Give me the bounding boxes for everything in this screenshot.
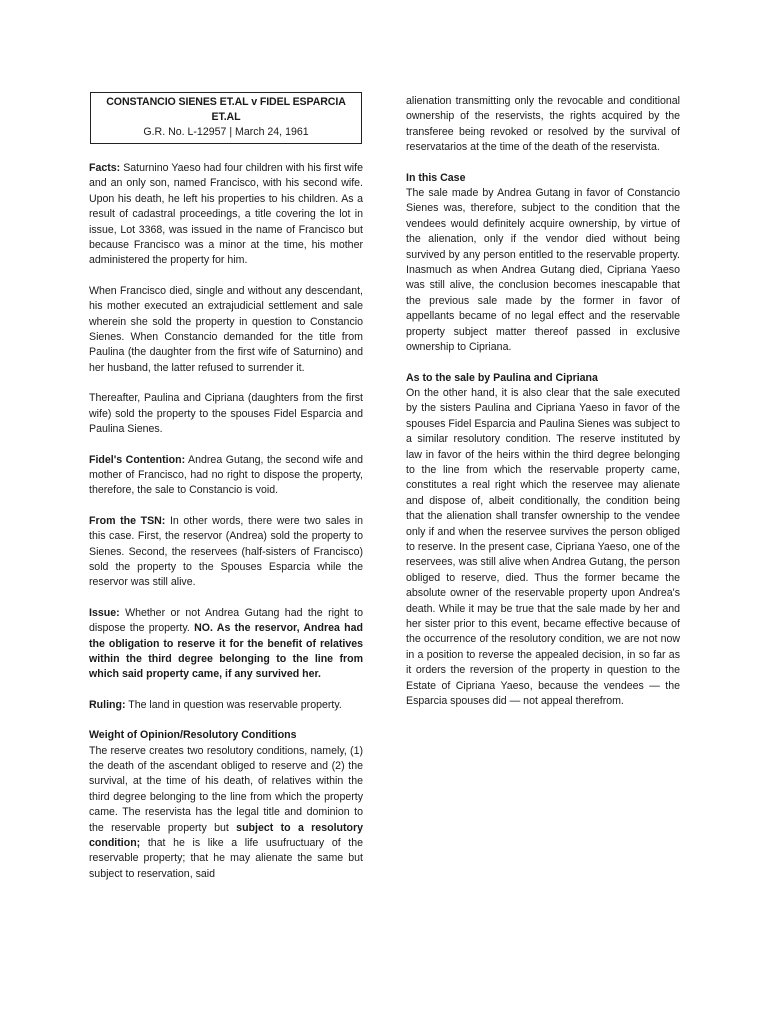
- case-title: CONSTANCIO SIENES ET.AL v FIDEL ESPARCIA ET.AL: [106, 96, 346, 123]
- tsn-text: In other words, there were two sales in this case. First, the reservor (Andrea) sold the property to Sienes. Second, the reservees (half-sisters of Francisco) sold the property to the Spouses Esparcia while the reservor was still alive.: [89, 514, 363, 589]
- issue-text: Whether or not Andrea Gutang had the right to dispose the property.: [89, 606, 363, 635]
- continuation-paragraph: alienation transmitting only the revocable and conditional ownership of the reservists, the rights acquired by the transferee being revoked or resolved by the survival of reservatarios at the time of the death of the reservista.: [406, 95, 680, 154]
- contention-text: Andrea Gutang, the second wife and mother of Francisco, had no right to dispose the property, therefore, the sale to Constancio is void.: [89, 453, 363, 497]
- right-column: [406, 94, 680, 709]
- case-citation: G.R. No. L-12957 | March 24, 1961: [143, 126, 309, 138]
- case-title-box: [90, 92, 362, 144]
- in-this-case-heading: In this Case: [406, 171, 466, 184]
- facts-paragraph: [89, 161, 363, 269]
- in-this-case-paragraph: The sale made by Andrea Gutang in favor of Constancio Sienes was, therefore, subject to the condition that the vendees would definitely acquire ownership, by virtue of the alienation, only if the vendor died without being survived by any person entitled to the reservable property. Inasmuch as when Andrea Gutang died, Cipriana Yaeso was still alive, the conclusion becomes inescapable that the previous sale made by the former in favor of appellants became of no legal effect and the reservable property subject matter thereof passed in exclusive ownership to Cipriana.: [406, 187, 680, 354]
- left-column: [89, 92, 363, 882]
- sale-by-sisters-paragraph: On the other hand, it is also clear that the sale executed by the sisters Paulina and Cipriana Yaeso in favor of the spouses Fidel Esparcia and Paulina Sienes was subject to a similar resolutory condition. The reserve instituted by law in favor of the heirs within the third degree belonging to the line from which the reservable property came, constitutes a real right which the reservee may alienate and dispose of, albeit conditionally, the condition being that the alienation shall transfer ownership to the vendee only if and when the reservee survives the person obliged to reserve. In the present case, Cipriana Yaeso, one of the reservees, was still alive when Andrea Gutang, the person obliged to reserve, died. Thus the former became the absolute owner of the reservable property upon Andrea's death. While it may be true that the sale made by her and her sister prior to this event, became effective because of the occurrence of the resolutory condition, we are not now in a position to reverse the appealed decision, in so far as it orders the reversion of the property in question to the Estate of Cipriana Yaeso, because the vendees — the Esparcia spouses did — not appeal therefrom.: [406, 386, 680, 708]
- issue-paragraph: [89, 606, 363, 683]
- sale-by-sisters-heading: As to the sale by Paulina and Cipriana: [406, 371, 598, 384]
- facts-text: Saturnino Yaeso had four children with his first wife and an only son, named Francisco, with his second wife. Upon his death, he left his properties to his children. As a result of cadastral proceedings, a title covering the lot in issue, Lot 3368, was issued in the name of Francisco but because Francisco was a minor at the time, his mother administered the property for him.: [89, 162, 363, 267]
- weight-text-2: that he is like a life usufructuary of the reservable property; that he may alienate the same but subject to reservation, said: [89, 837, 363, 880]
- weight-heading: Weight of Opinion/Resolutory Conditions: [89, 729, 297, 742]
- tsn-paragraph: [89, 514, 363, 591]
- issue-label: Issue:: [89, 606, 120, 619]
- facts-label: Facts:: [89, 162, 121, 174]
- contention-label: Fidel's Contention:: [89, 453, 186, 466]
- ruling-text: The land in question was reservable property.: [125, 698, 342, 711]
- issue-answer: NO. As the reservor, Andrea had the obligation to reserve it for the benefit of relatives within the third degree belonging to the line from which said property came, if any survived her.: [89, 622, 364, 681]
- sale-paragraph: When Francisco died, single and without any descendant, his mother executed an extrajudicial settlement and sale wherein she sold the property in question to Constancio Sienes. When Constancio demanded for the title from Paulina (the daughter from the first wife of Saturnino) and her husband, the latter refused to surrender it.: [89, 284, 363, 374]
- weight-bold: subject to a resolutory condition;: [89, 821, 363, 850]
- ruling-label: Ruling:: [89, 698, 126, 711]
- weight-paragraph: [89, 744, 363, 883]
- ruling-paragraph: [89, 698, 363, 713]
- second-sale-paragraph: Thereafter, Paulina and Cipriana (daughters from the first wife) sold the property to the spouses Fidel Esparcia and Paulina Sienes.: [89, 392, 363, 436]
- weight-text-1: The reserve creates two resolutory conditions, namely, (1) the death of the ascendant obliged to reserve and (2) the survival, at the time of his death, of relatives within the third degree belonging to the line from which the property came. The reservista has the legal title and dominion to the reservable property but: [89, 744, 363, 834]
- contention-paragraph: [89, 453, 363, 499]
- tsn-label: From the TSN:: [89, 514, 166, 527]
